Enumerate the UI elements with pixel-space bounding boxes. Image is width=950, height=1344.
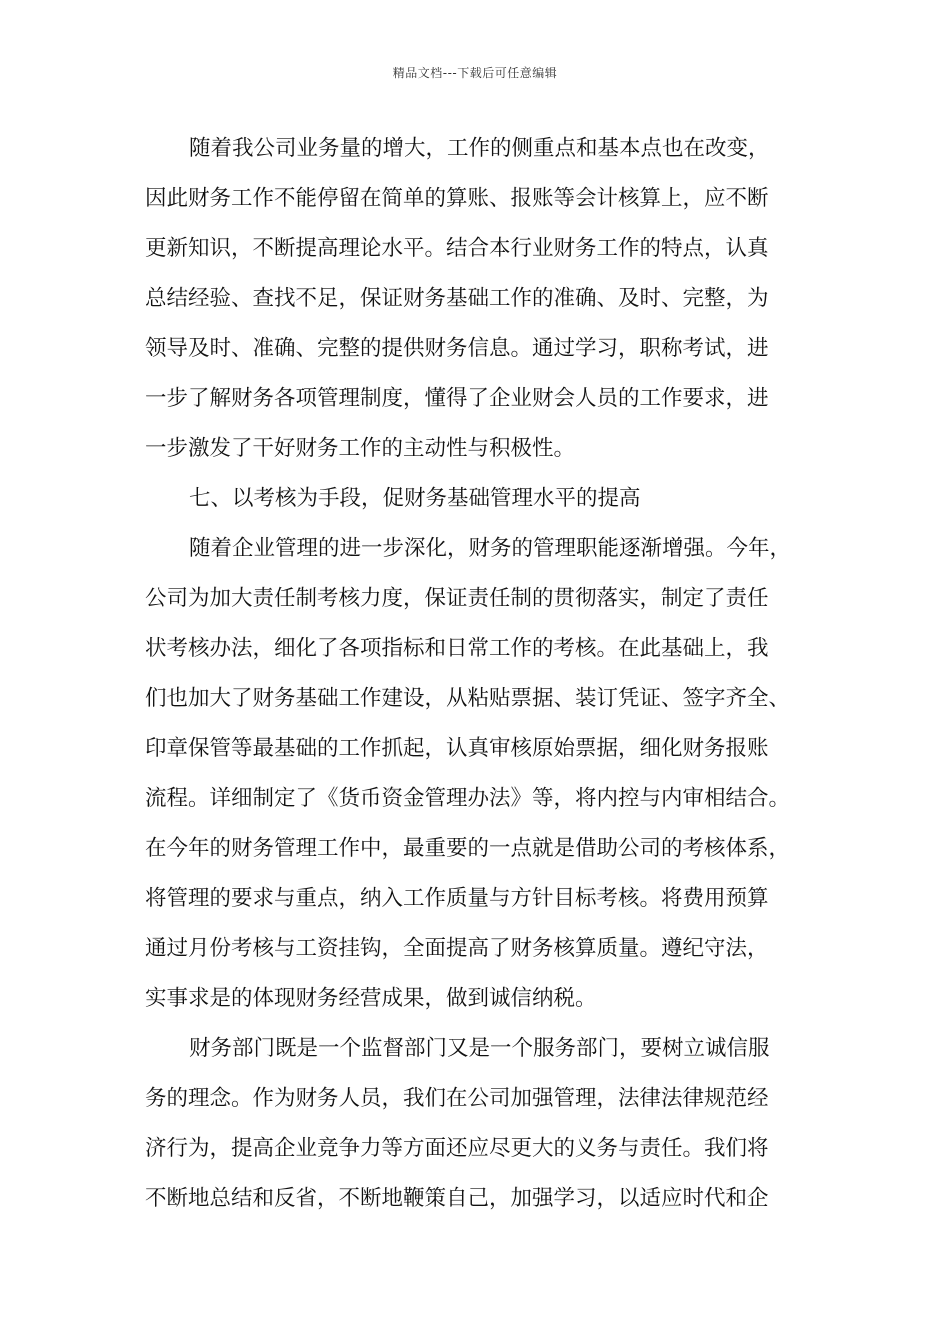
paragraph-line: 一步激发了干好财务工作的主动性与积极性。 (145, 436, 576, 461)
paragraph-line: 公司为加大责任制考核力度，保证责任制的贯彻落实，制定了责任 (145, 586, 769, 611)
paragraph-line: 财务部门既是一个监督部门又是一个服务部门，要树立诚信服 (189, 1036, 770, 1061)
paragraph-line: 流程。详细制定了《货币资金管理办法》等，将内控与内审相结合。 (145, 786, 791, 811)
paragraph-1 (145, 124, 825, 474)
paragraph-line: 随着企业管理的进一步深化，财务的管理职能逐渐增强。今年， (189, 536, 792, 561)
paragraph-line: 随着我公司业务量的增大，工作的侧重点和基本点也在改变， (189, 136, 770, 161)
paragraph-line: 在今年的财务管理工作中，最重要的一点就是借助公司的考核体系， (145, 836, 791, 861)
paragraph-3 (145, 1024, 825, 1224)
paragraph-line: 不断地总结和反省，不断地鞭策自己，加强学习，以适应时代和企 (145, 1186, 769, 1211)
paragraph-line: 因此财务工作不能停留在简单的算账、报账等会计核算上，应不断 (145, 186, 769, 211)
paragraph-line: 印章保管等最基础的工作抓起，认真审核原始票据，细化财务报账 (145, 736, 769, 761)
paragraph-line: 们也加大了财务基础工作建设，从粘贴票据、装订凭证、签字齐全、 (145, 686, 791, 711)
page-header: 精品文档---下载后可任意编辑 (392, 66, 558, 80)
paragraph-line: 实事求是的体现财务经营成果，做到诚信纳税。 (145, 986, 597, 1011)
paragraph-line: 总结经验、查找不足，保证财务基础工作的准确、及时、完整，为 (145, 286, 769, 311)
paragraph-2 (145, 524, 825, 1024)
paragraph-line: 通过月份考核与工资挂钩，全面提高了财务核算质量。遵纪守法， (145, 936, 769, 961)
paragraph-line: 状考核办法，细化了各项指标和日常工作的考核。在此基础上，我 (145, 636, 769, 661)
paragraph-line: 务的理念。作为财务人员，我们在公司加强管理，法律法律规范经 (145, 1086, 769, 1111)
paragraph-line: 一步了解财务各项管理制度，懂得了企业财会人员的工作要求，进 (145, 386, 769, 411)
document-body (145, 124, 825, 1224)
section-heading-text: 七、以考核为手段，促财务基础管理水平的提高 (189, 486, 641, 511)
paragraph-line: 将管理的要求与重点，纳入工作质量与方针目标考核。将费用预算 (145, 886, 769, 911)
paragraph-line: 领导及时、准确、完整的提供财务信息。通过学习，职称考试，进 (145, 336, 769, 361)
section-heading (145, 474, 825, 524)
paragraph-line: 济行为，提高企业竞争力等方面还应尽更大的义务与责任。我们将 (145, 1136, 769, 1161)
paragraph-line: 更新知识，不断提高理论水平。结合本行业财务工作的特点，认真 (145, 236, 769, 261)
